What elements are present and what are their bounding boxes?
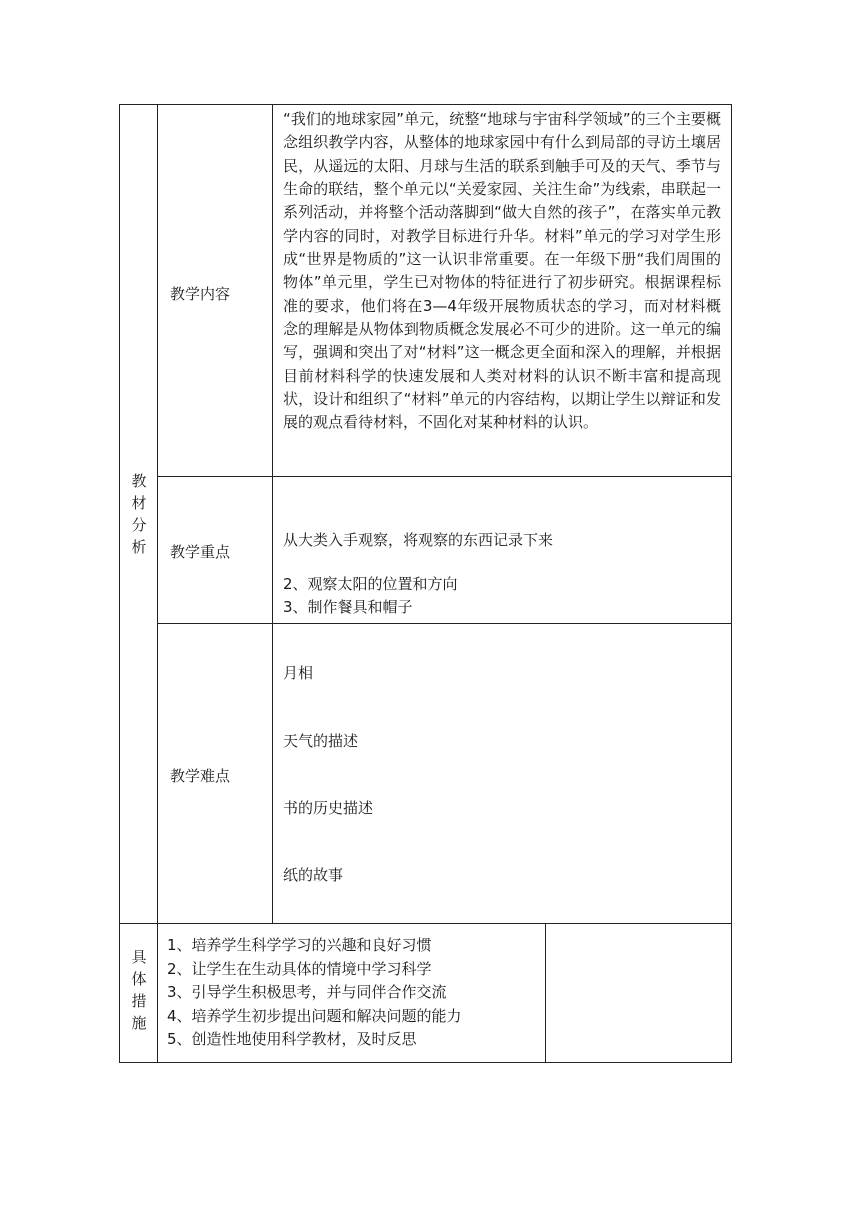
table-border-left <box>119 104 120 1063</box>
side-label-char: 材 <box>131 494 147 512</box>
side-label-char: 施 <box>131 1014 147 1032</box>
side-label-measures <box>121 946 157 1034</box>
measure-item: 4、培养学生初步提出问题和解决问题的能力 <box>167 1006 462 1025</box>
measure-item: 3、引导学生积极思考，并与同伴合作交流 <box>167 983 447 1002</box>
side-label-char: 措 <box>131 992 147 1010</box>
difficulty-item: 月相 <box>283 664 314 682</box>
measure-item: 1、培养学生科学学习的兴趣和良好习惯 <box>167 936 432 954</box>
measure-item: 5、创造性地使用科学教材，及时反思 <box>167 1030 417 1049</box>
side-label-char: 教 <box>131 472 147 490</box>
side-label-divider <box>157 104 158 1063</box>
side-label-char: 分 <box>131 516 147 534</box>
difficulty-item: 书的历史描述 <box>283 799 374 817</box>
measures-list <box>167 934 542 1052</box>
table-border-top <box>119 104 732 105</box>
side-label-char: 具 <box>131 948 147 966</box>
difficulty-item: 纸的故事 <box>283 866 344 884</box>
row-label-key-points: 教学重点 <box>170 543 231 561</box>
section-divider <box>119 923 732 924</box>
measures-divider <box>545 923 546 1063</box>
side-label-char: 析 <box>131 538 147 556</box>
measure-item: 2、让学生在生动具体的情境中学习科学 <box>167 959 432 978</box>
side-label-analysis <box>121 470 157 558</box>
side-label-char: 体 <box>131 970 147 988</box>
row-label-difficulties: 教学难点 <box>170 767 231 785</box>
row-divider-1 <box>157 476 732 477</box>
content-paragraph: “我们的地球家园”单元，统整“地球与宇宙科学领域”的三个主要概念组织教学内容，从整体的地球家园中有什么到局部的寻访土壤居民，从遥远的太阳、月球与生活的联系到触手可及的天气、季节与生命的联结，整个单元以“关爱家园、关注生命”为线索，串联起一系列活动，并将整个活动落脚到“做大自然的孩子”，在落实单元教学内容的同时，对教学目标进行升华。材料”单元的学习对学生形成“世界是物质的”这一认识非常重要。在一年级下册“我们周围的物体”单元里，学生已对物体的特征进行了初步研究。根据课程标准的要求，他们将在3—4年级开展物质状态的学习，而对材料概念的理解是从物体到物质概念发展必不可少的进阶。这一单元的编写，强调和突出了对“材料”这一概念更全面和深入的理解，并根据目前材料科学的快速发展和人类对材料的认识不断丰富和提高现状，设计和组织了“材料”单元的内容结构，以期让学生以辩证和发展的观点看待材料，不固化对某种材料的认识。 <box>283 110 721 432</box>
row-label-content: 教学内容 <box>170 285 231 303</box>
side-label-text <box>121 946 157 1034</box>
table-border-bottom <box>119 1062 732 1063</box>
key-point-item: 2、观察太阳的位置和方向 <box>283 575 458 593</box>
row-label-divider <box>272 104 273 924</box>
table-border-right <box>731 104 732 1063</box>
key-point-item: 从大类入手观察，将观察的东西记录下来 <box>283 531 554 549</box>
difficulty-item: 天气的描述 <box>283 732 359 750</box>
key-point-item: 3、制作餐具和帽子 <box>283 598 413 616</box>
side-label-text <box>121 470 157 558</box>
row-divider-2 <box>157 623 732 624</box>
